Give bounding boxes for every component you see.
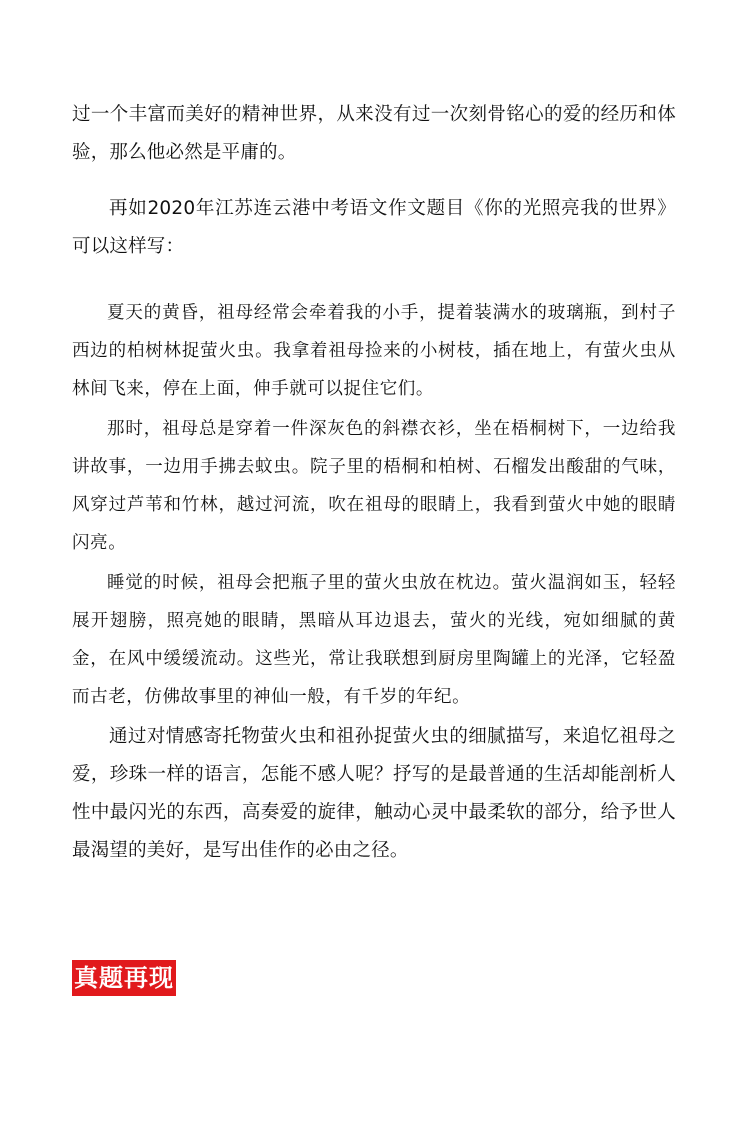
section-heading-tag: 真题再现 xyxy=(72,960,176,996)
paragraph-intro-example: 再如2020年江苏连云港中考语文作文题目《你的光照亮我的世界》可以这样写： xyxy=(72,198,676,257)
document-body xyxy=(72,96,676,870)
quoted-passage-3: 睡觉的时候，祖母会把瓶子里的萤火虫放在枕边。萤火温润如玉，轻轻展开翅膀，照亮她的眼睛，黑暗从耳边退去，萤火的光线，宛如细腻的黄金，在风中缓缓流动。这些光，常让我联想到厨房里陶罐上的光泽，它轻盈而古老，仿佛故事里的神仙一般，有千岁的年纪。 xyxy=(72,573,676,707)
quoted-passage-2: 那时，祖母总是穿着一件深灰色的斜襟衣衫，坐在梧桐树下，一边给我讲故事，一边用手拂去蚊虫。院子里的梧桐和柏树、石榴发出酸甜的气味，风穿过芦苇和竹林，越过河流，吹在祖母的眼睛上，我看到萤火中她的眼睛闪亮。 xyxy=(72,419,676,553)
paragraph-continuation: 过一个丰富而美好的精神世界，从来没有过一次刻骨铭心的爱的经历和体验，那么他必然是平庸的。 xyxy=(72,104,676,163)
paragraph-commentary: 通过对情感寄托物萤火虫和祖孙捉萤火虫的细腻描写，来追忆祖母之爱，珍珠一样的语言，怎能不感人呢？抒写的是最普通的生活却能剖析人性中最闪光的东西，高奏爱的旋律，触动心灵中最柔软的部分，给予世人最渴望的美好，是写出佳作的必由之径。 xyxy=(72,726,676,861)
quoted-passage-1: 夏天的黄昏，祖母经常会牵着我的小手，提着装满水的玻璃瓶，到村子西边的柏树林捉萤火虫。我拿着祖母捡来的小树枝，插在地上，有萤火虫从林间飞来，停在上面，伸手就可以捉住它们。 xyxy=(72,303,676,399)
